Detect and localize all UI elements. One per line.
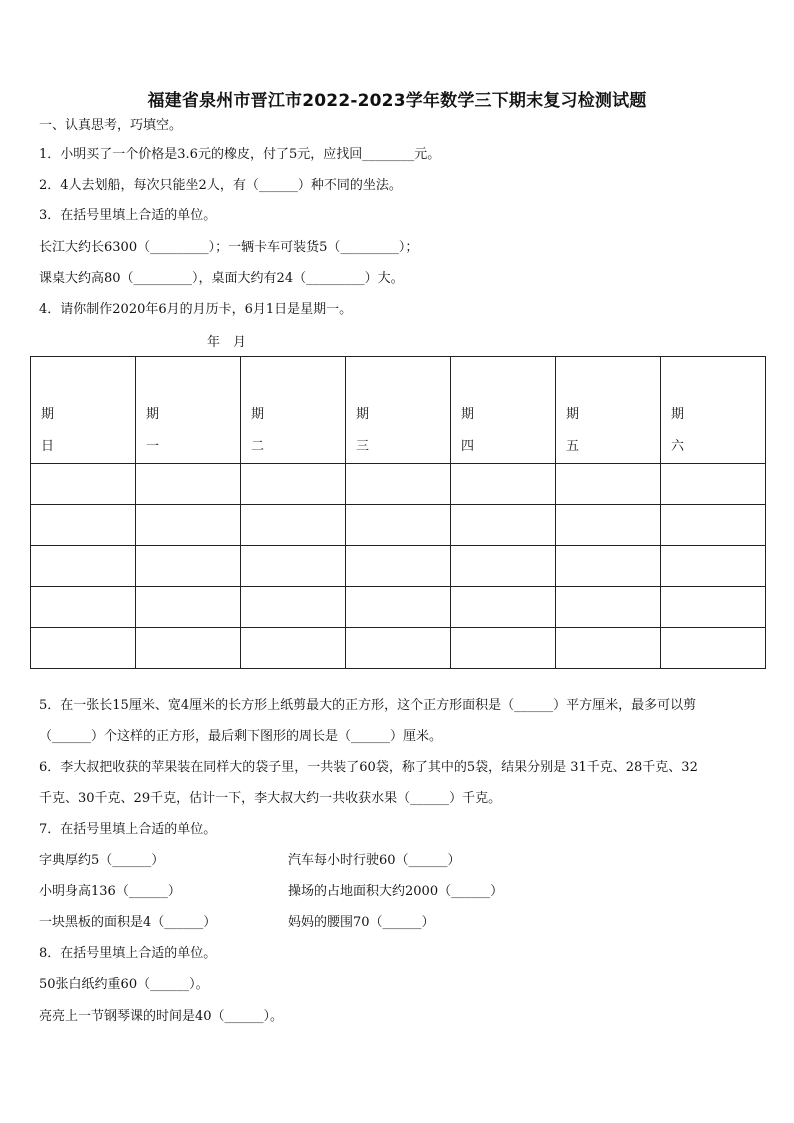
question-8-line-2: 亮亮上一节钢琴课的时间是40（______）。 <box>39 1009 284 1024</box>
question-8: 8．在括号里填上合适的单位。 <box>39 946 217 961</box>
header-bottom: 二 <box>251 439 265 454</box>
calendar-cell[interactable] <box>31 464 136 505</box>
calendar-cell[interactable] <box>556 464 661 505</box>
question-8-line-1: 50张白纸约重60（______）。 <box>39 977 209 992</box>
question-4: 4．请你制作2020年6月的月历卡，6月1日是星期一。 <box>39 302 353 317</box>
question-1: 1．小明买了一个价格是3.6元的橡皮，付了5元，应找回________元。 <box>39 147 441 162</box>
calendar-header-row <box>31 357 766 464</box>
header-top: 期 <box>356 407 370 422</box>
question-5-line-2: （______）个这样的正方形，最后剩下图形的周长是（______）厘米。 <box>39 729 443 744</box>
question-7-item: 操场的占地面积大约2000（______） <box>288 884 504 899</box>
header-top: 期 <box>41 407 55 422</box>
calendar-caption: 年 月 <box>207 335 247 350</box>
header-bottom: 一 <box>146 439 160 454</box>
calendar-header-cell <box>661 357 766 464</box>
calendar-cell[interactable] <box>346 628 451 669</box>
page-title: 福建省泉州市晋江市2022-2023学年数学三下期末复习检测试题 <box>147 91 647 111</box>
header-top: 期 <box>461 407 475 422</box>
calendar-cell[interactable] <box>451 464 556 505</box>
section-heading: 一、认真思考，巧填空。 <box>39 118 183 133</box>
calendar-cell[interactable] <box>661 464 766 505</box>
calendar-cell[interactable] <box>136 464 241 505</box>
question-3-line-1: 长江大约长6300（_________）；一辆卡车可装货5（_________）； <box>39 240 419 255</box>
question-3: 3．在括号里填上合适的单位。 <box>39 208 217 223</box>
calendar-header-cell <box>556 357 661 464</box>
question-2: 2．4人去划船，每次只能坐2人，有（______）种不同的坐法。 <box>39 178 402 193</box>
calendar-header-cell <box>241 357 346 464</box>
header-bottom: 六 <box>671 439 685 454</box>
calendar-header-cell <box>31 357 136 464</box>
calendar-cell[interactable] <box>451 505 556 546</box>
question-7-item: 一块黑板的面积是4（______） <box>39 915 217 930</box>
calendar-cell[interactable] <box>31 505 136 546</box>
calendar-cell[interactable] <box>556 546 661 587</box>
header-bottom: 五 <box>566 439 580 454</box>
question-7-item: 妈妈的腰围70（______） <box>288 915 435 930</box>
calendar-table <box>30 356 766 669</box>
question-5-line-1: 5．在一张长15厘米、宽4厘米的长方形上纸剪最大的正方形，这个正方形面积是（______）平方厘米，最多可以剪 <box>39 698 697 713</box>
calendar-cell[interactable] <box>346 464 451 505</box>
calendar-week-row <box>31 505 766 546</box>
calendar-cell[interactable] <box>241 587 346 628</box>
question-3-line-2: 课桌大约高80（_________），桌面大约有24（_________）大。 <box>39 271 404 286</box>
calendar-cell[interactable] <box>346 546 451 587</box>
header-bottom: 四 <box>461 439 475 454</box>
question-6-line-2: 千克、30千克、29千克，估计一下，李大叔大约一共收获水果（______）千克。 <box>39 791 502 806</box>
calendar-cell[interactable] <box>451 546 556 587</box>
calendar-week-row <box>31 587 766 628</box>
calendar-cell[interactable] <box>451 587 556 628</box>
calendar-cell[interactable] <box>661 628 766 669</box>
question-7-item: 汽车每小时行驶60（______） <box>288 853 461 868</box>
header-bottom: 日 <box>41 439 55 454</box>
calendar-cell[interactable] <box>661 546 766 587</box>
question-7-item: 小明身高136（______） <box>39 884 181 899</box>
calendar-cell[interactable] <box>556 587 661 628</box>
header-bottom: 三 <box>356 439 370 454</box>
calendar-cell[interactable] <box>241 546 346 587</box>
calendar-cell[interactable] <box>136 628 241 669</box>
calendar-week-row <box>31 628 766 669</box>
calendar-header-cell <box>451 357 556 464</box>
calendar-week-row <box>31 464 766 505</box>
calendar-cell[interactable] <box>661 587 766 628</box>
calendar-cell[interactable] <box>31 587 136 628</box>
calendar-cell[interactable] <box>241 505 346 546</box>
calendar-cell[interactable] <box>136 505 241 546</box>
calendar-cell[interactable] <box>346 505 451 546</box>
calendar-cell[interactable] <box>241 628 346 669</box>
calendar-cell[interactable] <box>661 505 766 546</box>
calendar-cell[interactable] <box>31 546 136 587</box>
calendar-header-cell <box>346 357 451 464</box>
calendar-cell[interactable] <box>556 628 661 669</box>
question-7-item: 字典厚约5（______） <box>39 853 165 868</box>
header-top: 期 <box>671 407 685 422</box>
question-6-line-1: 6．李大叔把收获的苹果装在同样大的袋子里，一共装了60袋，称了其中的5袋，结果分别是 31千克、28千克、32 <box>39 760 698 775</box>
calendar-cell[interactable] <box>241 464 346 505</box>
calendar-header-cell <box>136 357 241 464</box>
question-7: 7．在括号里填上合适的单位。 <box>39 822 217 837</box>
header-top: 期 <box>146 407 160 422</box>
header-top: 期 <box>566 407 580 422</box>
calendar-cell[interactable] <box>31 628 136 669</box>
calendar-cell[interactable] <box>136 587 241 628</box>
calendar-cell[interactable] <box>346 587 451 628</box>
calendar-cell[interactable] <box>136 546 241 587</box>
header-top: 期 <box>251 407 265 422</box>
calendar-cell[interactable] <box>556 505 661 546</box>
calendar-cell[interactable] <box>451 628 556 669</box>
calendar-week-row <box>31 546 766 587</box>
